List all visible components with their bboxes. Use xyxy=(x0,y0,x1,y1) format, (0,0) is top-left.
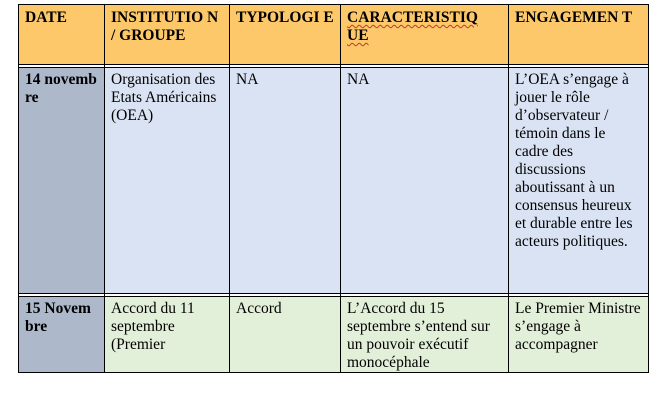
table-row xyxy=(19,297,649,373)
header-institution: INSTITUTIO N / GROUPE xyxy=(105,5,230,65)
row-engagement: L’OEA s’engage à jouer le rôle d’observateur / témoin dans le cadre des discussions aboutissant à un consensus heureux et durable entre les acteurs politiques. xyxy=(509,68,649,294)
row-date: 14 novembre xyxy=(19,68,105,294)
row-institution: Accord du 11 septembre (Premier xyxy=(105,297,230,373)
header-date: DATE xyxy=(19,5,105,65)
row-engagement: Le Premier Ministre s’engage à accompagner xyxy=(509,297,649,373)
row-caracteristique: NA xyxy=(341,68,509,294)
header-typologie: TYPOLOGI E xyxy=(230,5,341,65)
row-caracteristique: L’Accord du 15 septembre s’entend sur un pouvoir exécutif monocéphale xyxy=(341,297,509,373)
row-date: 15 Novembre xyxy=(19,297,105,373)
document-table xyxy=(18,4,648,373)
row-typologie: Accord xyxy=(230,297,341,373)
header-caracteristique: CARACTERISTIQ UE xyxy=(341,5,509,65)
row-typologie: NA xyxy=(230,68,341,294)
header-row xyxy=(19,5,649,65)
table-row xyxy=(19,68,649,294)
row-institution: Organisation des Etats Américains (OEA) xyxy=(105,68,230,294)
table xyxy=(18,4,649,373)
header-engagement: ENGAGEMEN T xyxy=(509,5,649,65)
